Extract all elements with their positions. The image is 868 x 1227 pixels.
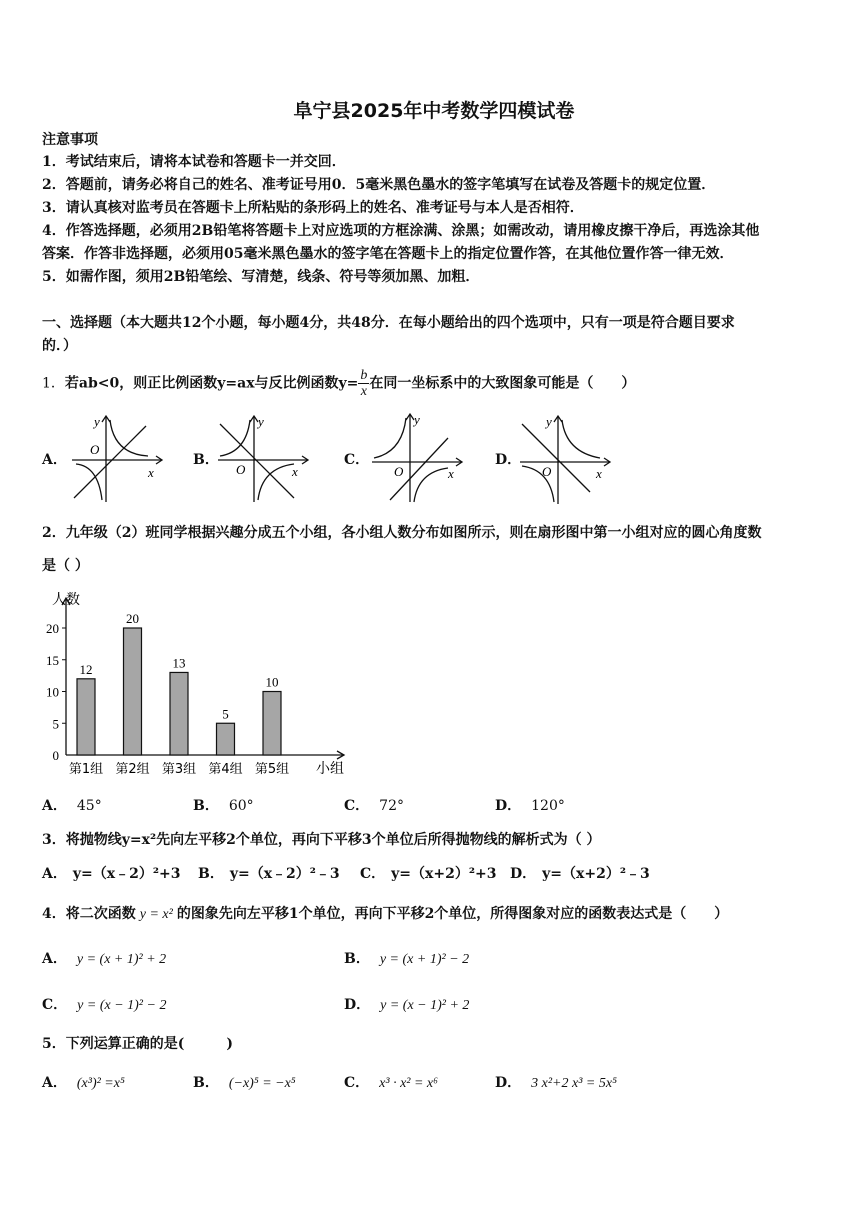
svg-text:x: x <box>448 466 454 481</box>
q1-graph-b <box>214 414 314 504</box>
y-tick-label: 10 <box>46 684 59 700</box>
q4-option-a: A． y = (x + 1)² + 2 <box>42 951 167 967</box>
bar <box>263 692 281 756</box>
svg-text:x: x <box>148 465 154 480</box>
q1-option-b-label: B． <box>193 452 219 468</box>
bar-value-label: 20 <box>126 611 139 626</box>
category-label: 第2组 <box>115 762 150 777</box>
question-1-stem <box>42 368 830 399</box>
q1-option-a-label: A． <box>42 452 67 468</box>
q1-text-a: 若ab<0，则正比例函数y=ax与反比例函数y= <box>64 375 359 392</box>
y-tick-label: 20 <box>46 621 59 636</box>
svg-text:O: O <box>236 462 246 477</box>
bar <box>170 672 188 755</box>
notice-item: 5．如需作图，须用2B铅笔绘、写清楚，线条、符号等须加黑、加粗． <box>42 269 480 285</box>
category-label: 第3组 <box>161 762 197 777</box>
svg-text:y: y <box>414 412 420 427</box>
y-tick-label: 5 <box>52 716 59 732</box>
svg-text:O: O <box>394 464 404 479</box>
notice-item: 4．作答选择题，必须用2B铅笔将答题卡上对应选项的方框涂满、涂黑；如需改动，请用橡皮擦干净后，再选涂其他 <box>42 223 760 239</box>
svg-text:x: x <box>292 464 298 479</box>
x-axis-label: 小组 <box>316 761 344 777</box>
bar <box>217 723 235 755</box>
q2-option-d: D． 120° <box>495 798 565 814</box>
bar-value-label: 5 <box>222 706 229 722</box>
question-5-stem: 5．下列运算正确的是( ) <box>42 1036 233 1052</box>
q1-option-d-label: D． <box>495 452 522 468</box>
q1-graph-c <box>368 412 468 504</box>
question-number: 1． <box>42 375 65 392</box>
category-label: 第4组 <box>208 762 243 777</box>
svg-text:y: y <box>94 414 100 429</box>
bar-value-label: 12 <box>79 661 93 677</box>
category-label: 第5组 <box>254 762 290 777</box>
notice-item: 1．考试结束后，请将本试卷和答题卡一并交回． <box>42 154 346 170</box>
question-3-stem: 3．将抛物线y=x²先向左平移2个单位，再向下平移3个单位后所得抛物线的解析式为（ ） <box>42 832 601 848</box>
bar-chart <box>40 588 360 787</box>
notice-heading: 注意事项 <box>42 132 98 148</box>
bar <box>77 679 95 755</box>
q1-option-c-label: C． <box>344 452 370 468</box>
q3-option-c: C． y=（x+2）²+3 <box>360 866 497 882</box>
svg-text:y: y <box>546 414 552 429</box>
notice-item: 2．答题前，请务必将自己的姓名、准考证号用0．5毫米黑色墨水的签字笔填写在试卷及答题卡的规定位置． <box>42 177 716 193</box>
y-axis-label: 人数 <box>52 592 80 608</box>
q2-option-c: C． 72° <box>344 798 404 814</box>
q1-graph-a <box>66 414 166 504</box>
category-label: 第1组 <box>68 762 104 777</box>
question-2-stem-cont: 是（ ） <box>42 558 89 574</box>
q1-graph-d <box>516 414 616 506</box>
bar-value-label: 13 <box>172 655 186 671</box>
fraction-b-over-x: $\frac{b}{x}$ <box>360 368 368 399</box>
q3-option-b: B． y=（x﹣2）²﹣3 <box>198 866 340 882</box>
bar-value-label: 10 <box>265 674 279 690</box>
question-4-stem: 4．将二次函数 y = x² 的图象先向左平移1个单位，再向下平移2个单位，所得图象对应的函数表达式是（ ） <box>42 906 729 922</box>
bar-chart-svg <box>40 588 360 783</box>
q2-option-b: B． 60° <box>193 798 254 814</box>
svg-text:x: x <box>596 466 602 481</box>
q5-option-b: B． (−x)⁵ = −x⁵ <box>193 1075 296 1091</box>
notice-item: 答案．作答非选择题，必须用05毫米黑色墨水的签字笔在答题卡上的指定位置作答，在其他位置作答一律无效． <box>42 246 734 262</box>
q5-option-a: A． (x³)² =x⁵ <box>42 1075 125 1091</box>
y-tick-label: 0 <box>52 748 59 763</box>
question-2-stem: 2．九年级（2）班同学根据兴趣分成五个小组，各小组人数分布如图所示，则在扇形图中第一小组对应的圆心角度数 <box>42 525 762 541</box>
svg-text:O: O <box>542 464 552 479</box>
q3-option-a: A． y=（x﹣2）²+3 <box>42 866 181 882</box>
y-tick-label: 15 <box>46 652 59 668</box>
section-heading: 一、选择题（本大题共12个小题，每小题4分，共48分．在每小题给出的四个选项中，只有一项是符合题目要求 <box>42 315 735 331</box>
q5-option-c: C． x³ · x² = x⁶ <box>344 1075 439 1091</box>
exam-title: 阜宁县2025年中考数学四模试卷 <box>293 100 575 122</box>
notice-item: 3．请认真核对监考员在答题卡上所粘贴的条形码上的姓名、准考证号与本人是否相符． <box>42 200 584 216</box>
section-heading-cont: 的．） <box>42 338 77 354</box>
q3-option-d: D． y=（x+2）²﹣3 <box>510 866 650 882</box>
q4-option-b: B． y = (x + 1)² − 2 <box>344 951 470 967</box>
bar <box>124 628 142 755</box>
svg-text:y: y <box>258 414 264 429</box>
q4-option-c: C． y = (x − 1)² − 2 <box>42 997 167 1013</box>
q2-option-a: A． 45° <box>42 798 102 814</box>
svg-text:O: O <box>90 442 100 457</box>
q5-option-d: D． 3 x²+2 x³ = 5x⁵ <box>495 1075 617 1091</box>
q4-option-d: D． y = (x − 1)² + 2 <box>344 997 470 1013</box>
q1-text-b: 在同一坐标系中的大致图象可能是（ ） <box>369 375 636 392</box>
